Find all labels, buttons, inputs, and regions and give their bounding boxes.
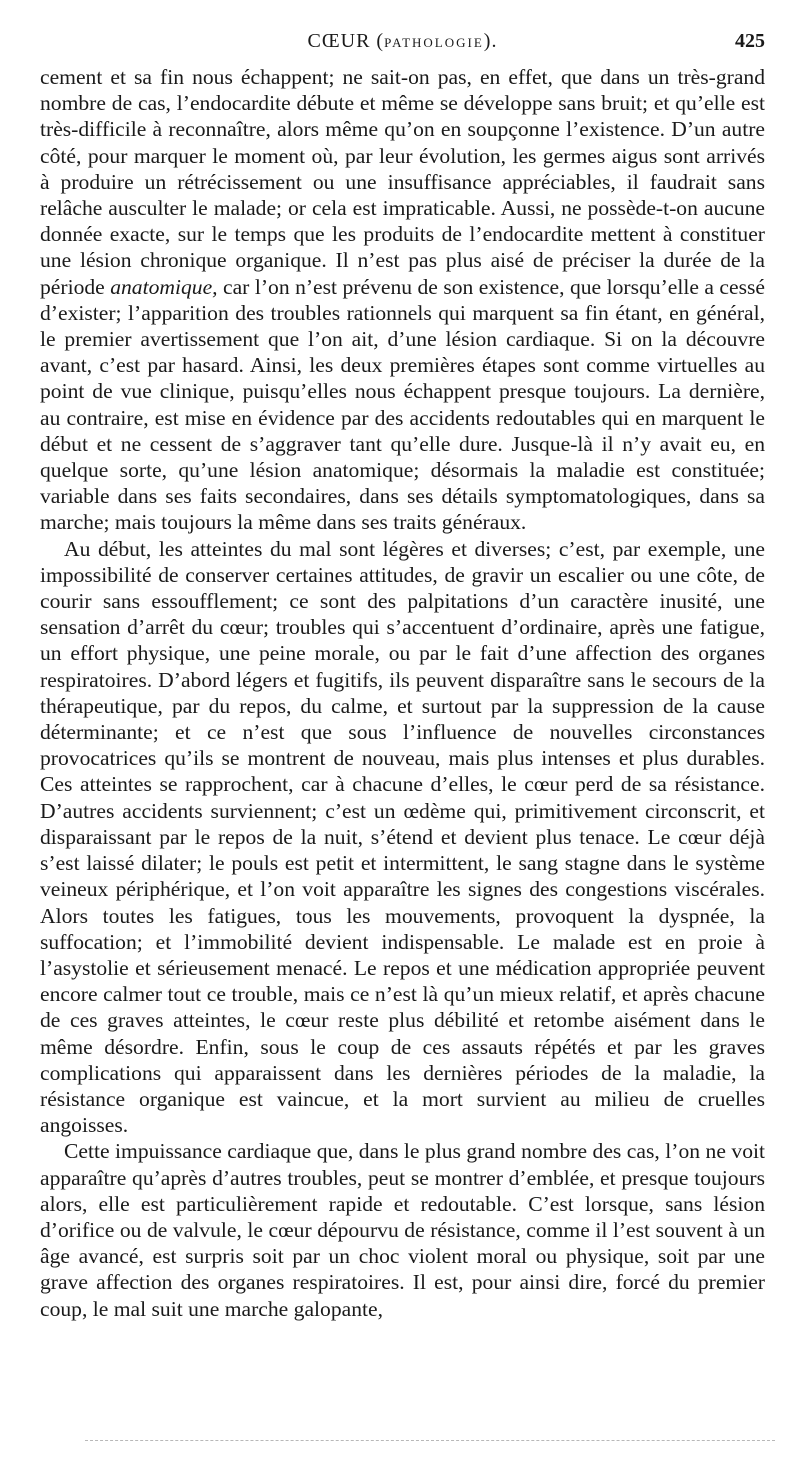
running-title [40, 30, 765, 53]
footer-rule [85, 1440, 775, 1441]
page-number: 425 [735, 30, 765, 52]
paragraph-2-text: Au début, les atteintes du mal sont légères et diverses; c’est, par exemple, une impossibilité de conserver certaines attitudes, de gravir un escalier ou une côte, de courir sans essoufflement; ce sont des palpitations d’un caractère inusité, une sensation d’arrêt du cœur; troubles qui s’accentuent d’ordinaire, après une fatigue, un effort physique, une peine morale, ou par le fait d’une affection des organes respiratoires. D’abord légers et fugitifs, ils peuvent disparaître sans le secours de la thérapeutique, par du repos, du calme, et surtout par la suppression de la cause déterminante; et ce n’est que sous l’influence de nouvelles circonstances provocatrices qu’ils se montrent de nouveau, mais plus intenses et plus durables. Ces atteintes se rapprochent, car à chacune d’elles, le cœur perd de sa résistance. D’autres accidents surviennent; c’est un œdème qui, primitivement circonscrit, et disparaissant par le repos de la nuit, s’étend et devient plus tenace. Le cœur déjà s’est laissé dilater; le pouls est petit et intermittent, le sang stagne dans le système veineux périphérique, et l’on voit apparaître les signes des congestions viscérales. Alors toutes les fatigues, tous les mouvements, provoquent la dyspnée, la suffocation; et l’immobilité devient indispensable. Le malade est en proie à l’asystolie et sérieusement menacé. Le repos et une médication appropriée peuvent encore calmer tout ce trouble, mais ce n’est là qu’un mieux relatif, et après chacune de ces graves atteintes, le cœur reste plus débilité et retombe aisément dans le même désordre. Enfin, sous le coup de ces assauts répétés et par les graves complications qui apparaissent dans les dernières périodes de la maladie, la résistance organique est vaincue, et la mort survient au milieu de cruelles angoisses. [40, 536, 765, 1138]
paragraph-3-text: Cette impuissance cardiaque que, dans le plus grand nombre des cas, l’on ne voit apparaître qu’après d’autres troubles, peut se montrer d’emblée, et presque toujours alors, elle est particulièrement rapide et redoutable. C’est lorsque, sans lésion d’orifice ou de valvule, le cœur dépourvu de résistance, comme il l’est souvent à un âge avancé, est surpris soit par un choc violent moral ou physique, soit par une grave affection des organes respiratoires. Il est, pour ainsi dire, forcé du premier coup, le mal suit une marche galopante, [40, 1139, 765, 1321]
body-text [40, 64, 765, 1322]
paragraph-2 [40, 536, 765, 1139]
paragraph-1-text: cement et sa fin nous échappent; ne sait-on pas, en effet, que dans un très-grand nombre de cas, l’endocardite débute et même se développe sans bruit; et qu’elle est très-difficile à reconnaître, alors même qu’on en soupçonne l’existence. D’un autre côté, pour marquer le moment où, par leur évolution, les germes aigus sont arrivés à produire un rétrécissement ou une insuffisance appréciables, il faudrait sans relâche ausculter le malade; or cela est impraticable. Aussi, ne possède-t-on aucune donnée exacte, sur le temps que les produits de l’endocardite mettent à constituer une lésion chronique organique. Il n’est pas plus aisé de préciser la durée de la période [40, 65, 765, 299]
running-title-main: CŒUR ( [307, 30, 385, 52]
paragraph-1-emphasis: anatomique, [110, 274, 218, 299]
running-title-end: ). [483, 30, 498, 52]
running-title-subject: PATHOLOGIE [384, 35, 484, 50]
running-head [40, 30, 765, 60]
paragraph-3 [40, 1138, 765, 1321]
paragraph-1 [40, 64, 765, 536]
paragraph-1-text-continued: car l’on n’est prévenu de son existence, que lorsqu’elle a cessé d’exister; l’apparition des troubles rationnels qui marquent sa fin étant, en général, le premier avertissement que l’on ait, d’une lésion cardiaque. Si on la découvre avant, c’est par hasard. Ainsi, les deux premières étapes sont comme virtuelles au point de vue clinique, puisqu’elles nous échappent presque toujours. La dernière, au contraire, est mise en évidence par des accidents redoutables qui en marquent le début et ne cessent de s’aggraver tant qu’elle dure. Jusque-là il n’y avait eu, en quelque sorte, qu’une lésion anatomique; désormais la maladie est constituée; variable dans ses faits secondaires, dans ses détails symptomatologiques, dans sa marche; mais toujours la même dans ses traits généraux. [40, 274, 765, 535]
